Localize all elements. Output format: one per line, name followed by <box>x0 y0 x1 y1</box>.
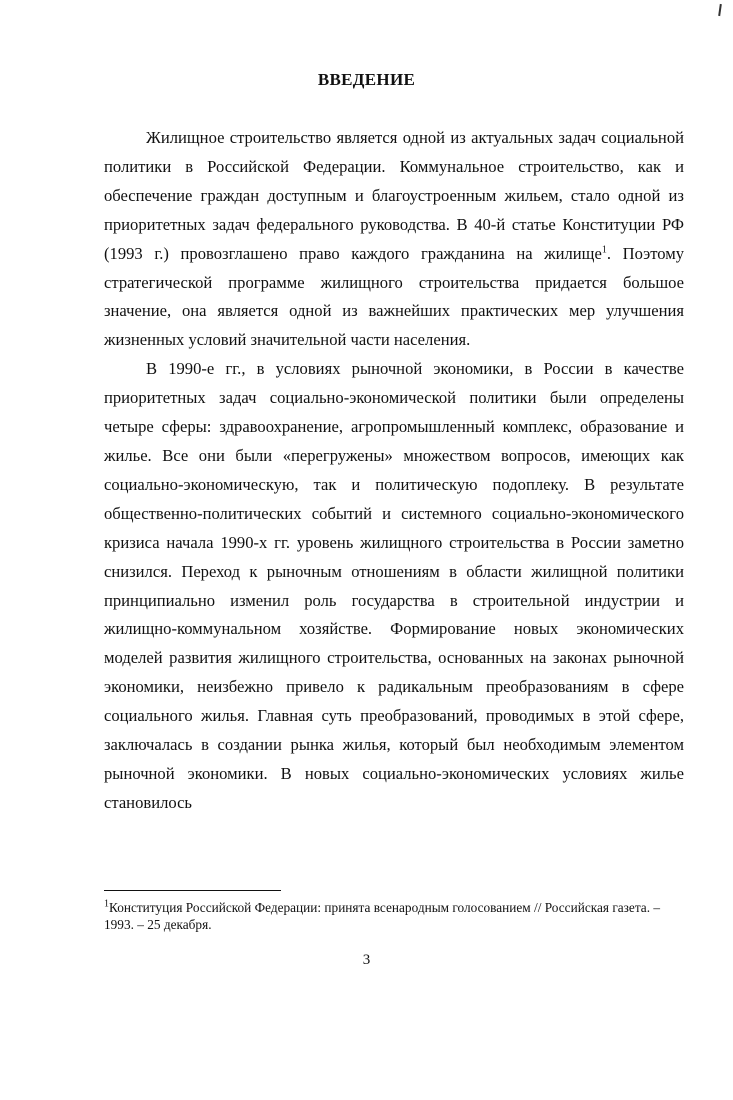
paragraph-1-text-after-note: . Поэтому стратегической программе жилищного строительства придается большое значение, она является одной из важнейших практических мер улучшения жизненных условий значительной части населения. <box>104 243 685 350</box>
body-text <box>104 124 684 818</box>
page-number: 3 <box>362 952 371 968</box>
footnote-text: Конституция Российской Федерации: принята всенародным голосованием // Российская газета. – 1993. – 25 декабря. <box>104 900 661 932</box>
scan-mark <box>718 4 722 16</box>
footnote-marker: 1 <box>104 898 109 910</box>
footnote-divider <box>104 890 281 891</box>
paragraph-1 <box>104 124 684 355</box>
footnote <box>104 899 684 933</box>
footnote-reference: 1 <box>601 244 607 256</box>
paragraph-2: В 1990-е гг., в условиях рыночной экономики, в России в качестве приоритетных задач социально-экономической политики были определены четыре сферы: здравоохранение, агропромышленный комплекс, образование и жилье. Все они были «перегружены» множеством вопросов, имеющих как социально-экономическую, так и политическую подоплеку. В результате общественно-политических событий и системного социально-экономического кризиса начала 1990-х гг. уровень жилищного строительства в России заметно снизился. Переход к рыночным отношениям в области жилищной политики принципиально изменил роль государства в строительной индустрии и жилищно-коммунальном хозяйстве. Формирование новых экономических моделей развития жилищного строительства, основанных на законах рыночной экономики, неизбежно привело к радикальным преобразованиям в сфере социального жилья. Главная суть преобразований, проводимых в этой сфере, заключалась в создании рынка жилья, который был необходимым элементом рыночной экономики. В новых социально-экономических условиях жилье становилось <box>104 359 684 812</box>
paragraph-1-text-before-note: Жилищное строительство является одной из актуальных задач социальной политики в Российской Федерации. Коммунальное строительство, как и обеспечение граждан доступным и благоустроенным жильем, стало одной из приоритетных задач федерального руководства. В 40-й статье Конституции РФ (1993 г.) провозглашено право каждого гражданина на жилище <box>104 128 684 263</box>
section-heading: ВВЕДЕНИЕ <box>317 70 416 89</box>
